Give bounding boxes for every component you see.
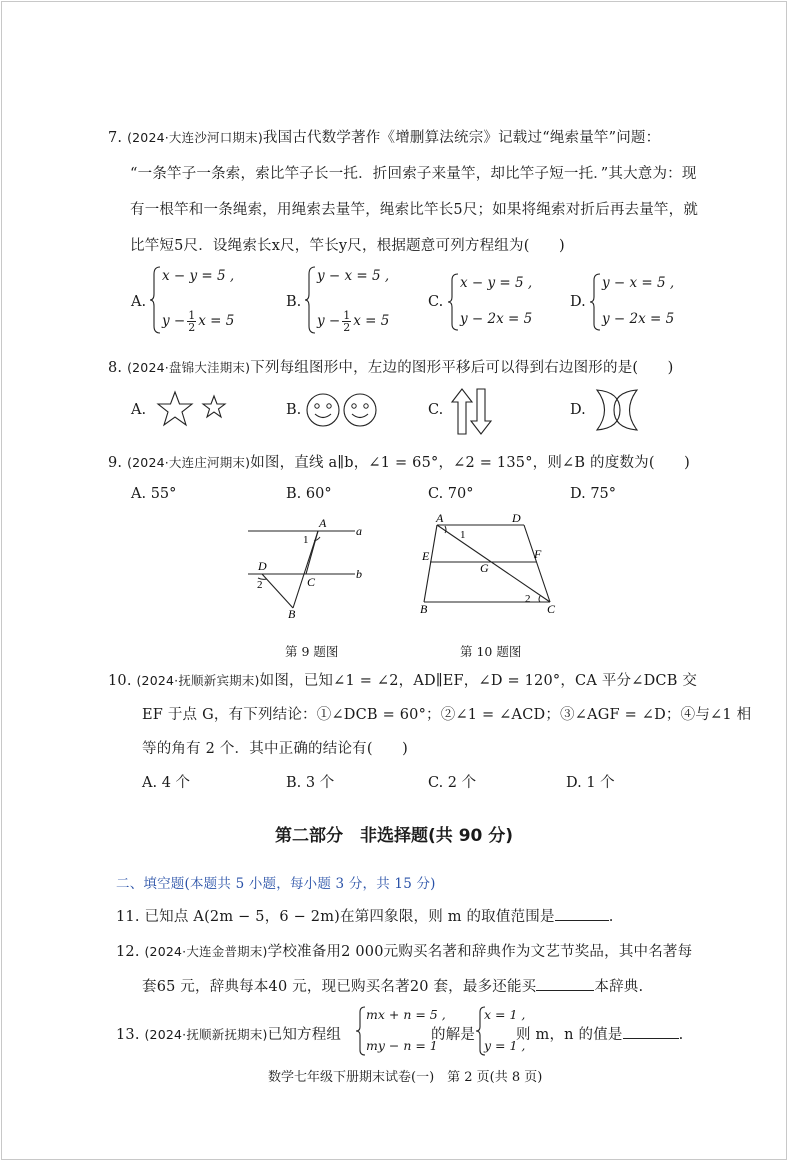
fig10-label-C: C	[547, 602, 556, 616]
q7-option-d-system	[590, 273, 690, 335]
section2-heading	[116, 872, 436, 892]
fig9-label-B: B	[288, 607, 296, 618]
brace-icon	[150, 266, 162, 334]
q7-line4: 比竿短5尺．设绳索长x尺，竿长y尺，根据题意可列方程组为( )	[130, 238, 565, 254]
fig9-label-C: C	[307, 575, 316, 589]
q13-line-start	[116, 1023, 341, 1044]
q7-c-eq2: y − 2x = 5	[460, 311, 533, 327]
q7-b-eq1: y − x = 5 ,	[317, 268, 390, 284]
q8-option-a-label: A.	[131, 402, 147, 418]
q10-line1	[108, 669, 697, 690]
q7-d-eq2: y − 2x = 5	[602, 311, 675, 327]
q12-text1: 学校准备用2 000元购买名著和辞典作为文艺节奖品，其中名著每	[267, 944, 693, 960]
crescent-pair-icon	[594, 388, 639, 433]
q11-number: 11.	[116, 909, 140, 925]
q7-option-b-label: B.	[286, 294, 302, 310]
q13-source: (2024·抚顺新抚期末)	[144, 1027, 268, 1042]
fig10-label-G: G	[480, 561, 489, 575]
fig10-label-E: E	[422, 549, 430, 563]
q13-number: 13.	[116, 1027, 140, 1043]
q9-source: (2024·大连庄河期末)	[127, 455, 251, 470]
fig9-caption: 第 9 题图	[285, 644, 339, 659]
section2-note: (本题共 5 小题，每小题 3 分，共 15 分)	[184, 876, 436, 892]
q8-source: (2024·盘锦大洼期末)	[127, 360, 251, 375]
brace-icon	[305, 266, 317, 334]
part2-title: 第二部分 非选择题(共 90 分)	[275, 826, 514, 846]
q9-option-c: C. 70°	[428, 486, 474, 502]
q13-post: 则 m，n 的值是	[516, 1027, 623, 1043]
q7-option-a-label: A.	[131, 294, 147, 310]
fig10-label-D: D	[512, 512, 521, 525]
fig10-label-2: 2	[525, 593, 531, 605]
q7-line1	[108, 126, 660, 147]
q10-line3: 等的角有 2 个．其中正确的结论有( )	[142, 741, 408, 757]
star-pair-icon	[155, 390, 230, 432]
q7-option-d-label: D.	[570, 294, 586, 310]
q7-line3: 有一根竿和一条绳索，用绳索去量竿，绳索比竿长5尺；如果将绳索对折后再去量竿，就	[130, 202, 699, 218]
q13-answer-blank[interactable]	[623, 1024, 679, 1039]
q13-sys1-eq2: my − n = 1	[366, 1038, 438, 1053]
figure-9	[240, 510, 370, 618]
q9-line	[108, 451, 690, 472]
q11-line: 11. 已知点 A(2m − 5，6 − 2m)在第四象限，则 m 的取值范围是 .	[116, 905, 614, 926]
brace-icon	[356, 1006, 366, 1056]
q12-number: 12.	[116, 944, 140, 960]
q7-a-eq2: y − $\frac{1}{2}$ x = 5	[162, 309, 235, 334]
brace-icon	[448, 273, 460, 331]
fig9-label-2: 2	[257, 579, 263, 591]
q7-option-c-label: C.	[428, 294, 444, 310]
q10-option-b: B. 3 个	[286, 775, 335, 791]
section2-title: 填空题	[143, 876, 185, 892]
q7-b-eq2: y − $\frac{1}{2}$ x = 5	[317, 309, 390, 334]
q9-option-a: A. 55°	[131, 486, 177, 502]
brace-icon	[590, 273, 602, 331]
q13-mid: 的解是	[431, 1027, 476, 1043]
q7-a-eq1: x − y = 5 ,	[162, 268, 235, 284]
q7-number: 7.	[108, 130, 123, 146]
q9-option-d: D. 75°	[570, 486, 617, 502]
q13-system-1	[356, 1006, 446, 1058]
fig10-label-1: 1	[460, 529, 466, 541]
q7-option-c-system	[448, 273, 548, 335]
q7-line2: “一条竿子一条索，索比竿子长一托．折回索子来量竿，却比竿子短一托．”其大意为：现	[130, 166, 697, 182]
q10-source: (2024·抚顺新宾期末)	[136, 673, 260, 688]
q10-number: 10.	[108, 673, 132, 689]
q12-line1	[116, 940, 692, 961]
fig9-label-A: A	[319, 516, 327, 530]
q10-line2: EF 于点 G，有下列结论：①∠DCB = 60°；②∠1 = ∠ACD；③∠AGF = ∠D；④与∠1 相	[142, 707, 752, 723]
q12-line2: 套65 元，辞典每本40 元，现已购买名著20 套，最多还能买 本辞典.	[142, 975, 643, 996]
fig9-label-D: D	[258, 559, 267, 573]
q12-source: (2024·大连金普期末)	[144, 944, 268, 959]
q8-number: 8.	[108, 360, 123, 376]
q8-option-b-label: B.	[286, 402, 302, 418]
fig10-label-B: B	[420, 602, 428, 616]
q13-sys2-eq1: x = 1 ,	[484, 1007, 526, 1022]
figure-10	[416, 512, 566, 616]
q13-pre: 已知方程组	[267, 1027, 342, 1043]
q7-option-a-system	[150, 266, 260, 336]
q12-answer-blank[interactable]	[536, 976, 594, 991]
fig10-label-F: F	[534, 547, 542, 561]
q8-line	[108, 356, 674, 377]
q9-number: 9.	[108, 455, 123, 471]
q8-option-c-label: C.	[428, 402, 444, 418]
fig9-label-a: a	[356, 524, 362, 538]
q7-text1: 我国古代数学著作《增删算法统宗》记载过“绳索量竿”问题：	[262, 130, 661, 146]
q9-option-b: B. 60°	[286, 486, 332, 502]
fig10-label-A: A	[436, 512, 444, 525]
q7-c-eq1: x − y = 5 ,	[460, 275, 533, 291]
q10-option-c: C. 2 个	[428, 775, 477, 791]
q11-text: 已知点 A(2m − 5，6 − 2m)在第四象限，则 m 的取值范围是	[144, 909, 555, 925]
q8-text: 下列每组图形中，左边的图形平移后可以得到右边图形的是( )	[250, 360, 674, 376]
fig9-label-1: 1	[303, 534, 309, 546]
q13-sys1-eq1: mx + n = 5 ,	[366, 1007, 446, 1022]
q7-d-eq1: y − x = 5 ,	[602, 275, 675, 291]
q7-option-b-system	[305, 266, 415, 336]
q13-system-2	[476, 1006, 526, 1058]
smiley-pair-icon	[305, 390, 380, 432]
q10-text1: 如图，已知∠1 = ∠2，AD∥EF，∠D = 120°，CA 平分∠DCB 交	[259, 673, 698, 689]
q11-answer-blank[interactable]	[555, 906, 609, 921]
q7-source: (2024·大连沙河口期末)	[127, 130, 263, 145]
q10-option-d: D. 1 个	[566, 775, 615, 791]
arrow-pair-icon	[450, 388, 495, 436]
q13-sys2-eq2: y = 1 ,	[484, 1038, 526, 1053]
fig9-label-b: b	[356, 567, 362, 581]
fig10-caption: 第 10 题图	[460, 644, 522, 659]
section2-num: 二、	[116, 876, 144, 892]
q13-post-line: 则 m，n 的值是 .	[516, 1023, 683, 1044]
page-footer: 数学七年级下册期末试卷(一) 第 2 页(共 8 页)	[268, 1070, 543, 1085]
q8-option-d-label: D.	[570, 402, 586, 418]
q10-option-a: A. 4 个	[142, 775, 191, 791]
q9-text: 如图，直线 a∥b，∠1 = 65°，∠2 = 135°，则∠B 的度数为( )	[250, 455, 690, 471]
